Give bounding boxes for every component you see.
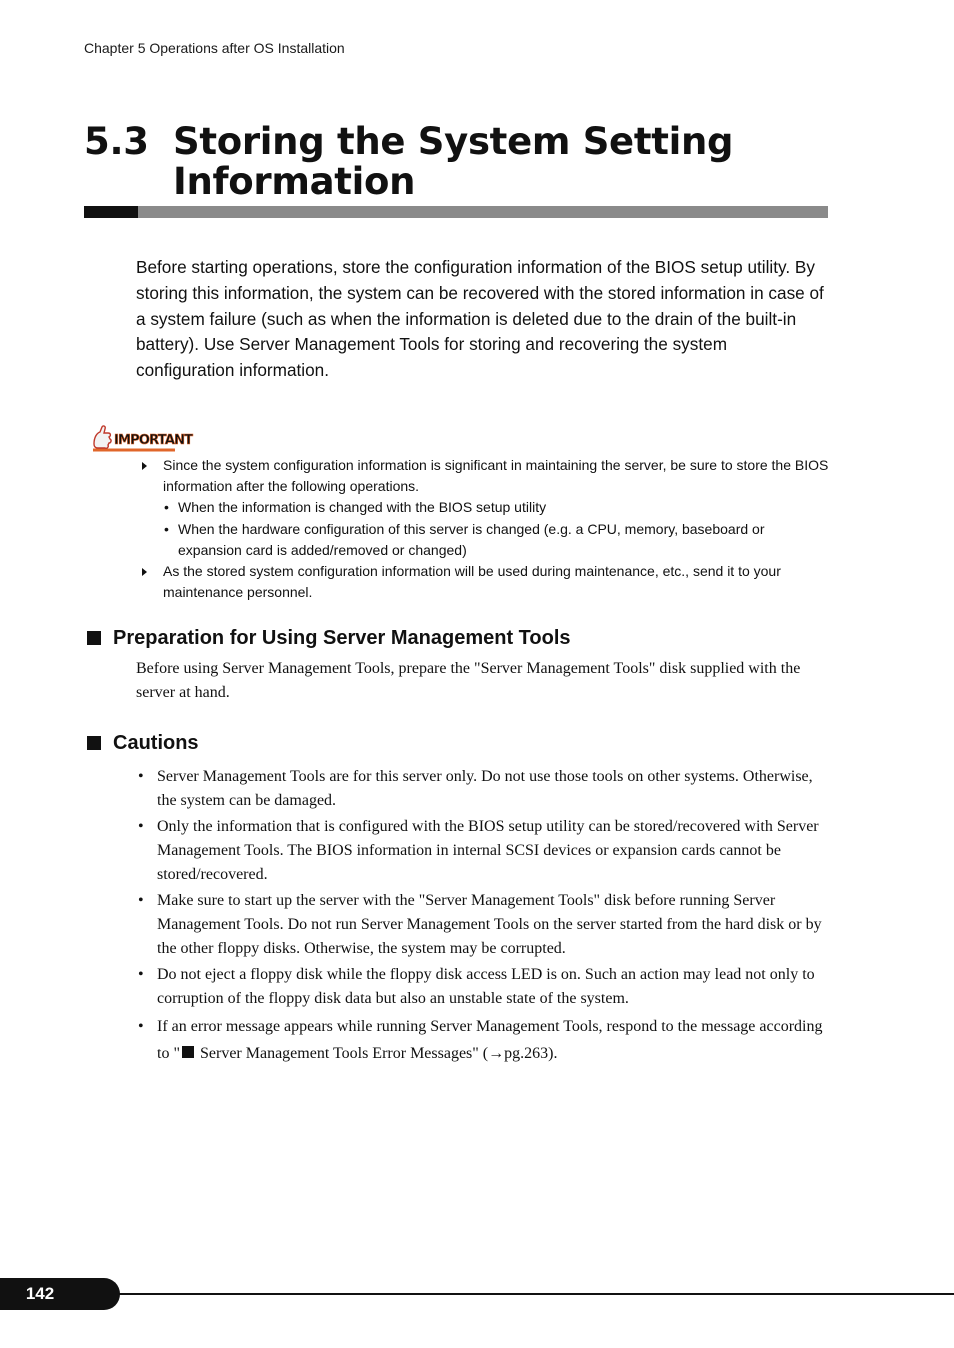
list-item: • If an error message appears while running Server Management Tools, respond to the message according to " Server Management Tools Error Messages" (→pg.263). xyxy=(138,1018,823,1062)
preparation-paragraph: Before using Server Management Tools, prepare the "Server Management Tools" disk supplied with the server at hand. xyxy=(136,660,801,701)
list-item: • Only the information that is configured with the BIOS setup utility can be stored/recovered with Server Management Tools. The BIOS information in internal SCSI devices or expansion cards cannot be stored/recovered. xyxy=(138,818,819,883)
square-bullet-icon xyxy=(87,631,101,645)
important-list xyxy=(140,455,830,603)
cross-reference-link[interactable]: Server Management Tools Error Messages" ( xyxy=(195,1045,489,1062)
square-reference-icon xyxy=(182,1046,194,1058)
cautions-list xyxy=(136,765,828,1069)
section-number: 5.3 xyxy=(84,120,149,163)
square-bullet-icon xyxy=(87,736,101,750)
list-item: • Do not eject a floppy disk while the floppy disk access LED is on. Such an action may lead not only to corruption of the floppy disk data but also an unstable state of the system. xyxy=(138,966,815,1007)
section-title xyxy=(84,122,813,202)
important-icon xyxy=(91,424,193,452)
list-item: • Make sure to start up the server with the "Server Management Tools" disk before running Server Management Tools. Do not run Server Management Tools on the server started from the hard disk or by the other floppy disks. Otherwise, the system may be corrupted. xyxy=(138,892,822,957)
important-subitem: • When the hardware configuration of this server is changed (e.g. a CPU, memory, baseboard or expansion card is added/removed or changed) xyxy=(164,521,765,558)
cautions-heading: Cautions xyxy=(87,731,199,755)
section-title-text: Storing the System Setting Information xyxy=(173,120,734,203)
triangle-bullet-icon xyxy=(142,462,147,470)
important-subitem: • When the information is changed with the BIOS setup utility xyxy=(164,499,547,515)
page-reference[interactable]: pg.263). xyxy=(504,1045,558,1062)
important-item: Since the system configuration information is significant in maintaining the server, be sure to store the BIOS information after the following operations. xyxy=(140,455,830,497)
list-item: • Server Management Tools are for this server only. Do not use those tools on other systems. Otherwise, the system can be damaged. xyxy=(138,768,813,809)
important-item: As the stored system configuration information will be used during maintenance, etc., send it to your maintenance personnel. xyxy=(140,561,830,603)
intro-paragraph: Before starting operations, store the configuration information of the BIOS setup utility. By storing this information, the system can be recovered with the stored information in case of a system failure (such as when the information is deleted due to the drain of the built-in battery). Use Server Management Tools for storing and recovering the system configuration information. xyxy=(136,257,824,381)
preparation-heading: Preparation for Using Server Management Tools xyxy=(87,626,571,650)
svg-text:IMPORTANT: IMPORTANT xyxy=(114,433,193,448)
title-rule xyxy=(84,206,828,218)
page-number: 142 xyxy=(0,1278,120,1310)
triangle-bullet-icon xyxy=(142,568,147,576)
running-header: Chapter 5 Operations after OS Installation xyxy=(84,40,345,56)
footer-rule xyxy=(110,1293,954,1295)
arrow-icon: → xyxy=(488,1045,505,1062)
